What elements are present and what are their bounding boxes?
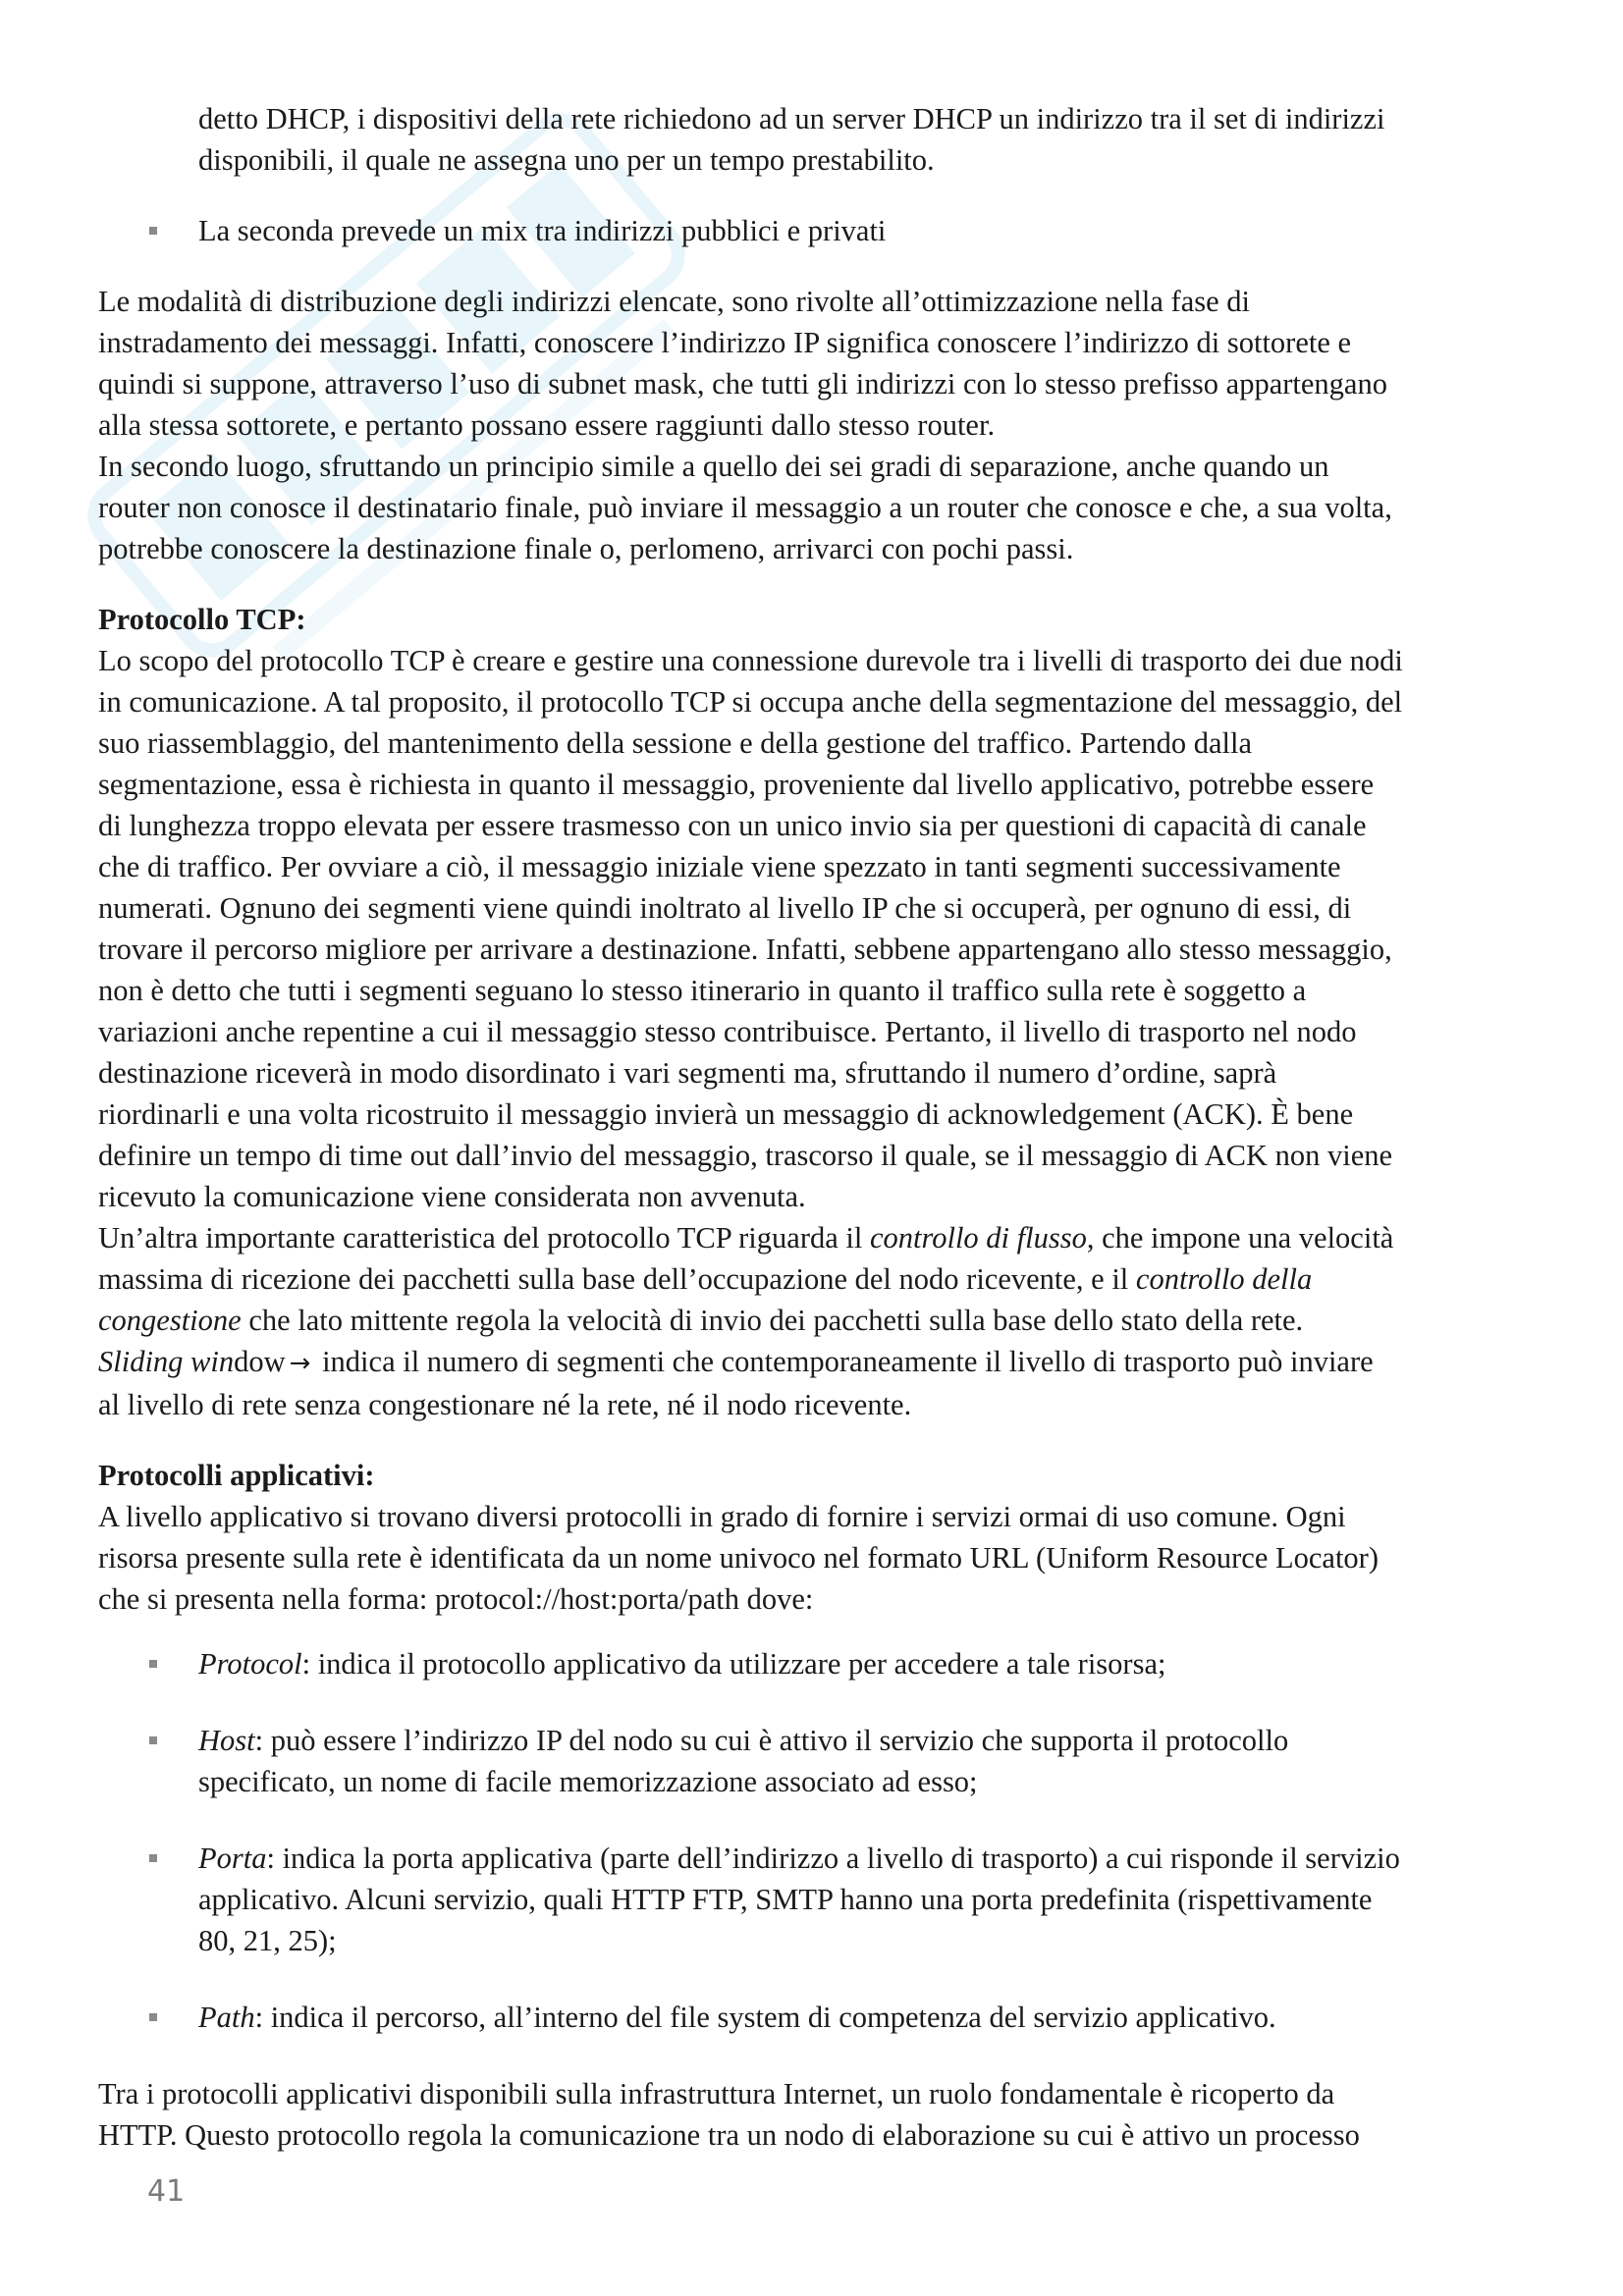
bullet-icon [149,1736,157,1744]
text-line: in comunicazione. A tal proposito, il protocollo TCP si occupa anche della segmentazione del messaggio, del [98,685,1403,719]
list-item-term: Path [198,2001,255,2034]
text-line: detto DHCP, i dispositivi della rete richiedono ad un server DHCP un indirizzo tra il set di indirizzi [198,102,1385,135]
bullet-icon [149,1854,157,1862]
list-item-text: 80, 21, 25); [198,1924,337,1957]
paragraph-flow-control [98,1217,1537,1341]
text-line: alla stessa sottorete, e pertanto possano essere raggiunti dallo stesso router. [98,408,996,442]
text-line: risorsa presente sulla rete è identificata da un nome univoco nel formato URL (Uniform Resource Locator) [98,1541,1379,1575]
list-item-text: La seconda prevede un mix tra indirizzi pubblici e privati [198,214,887,247]
text-span: , che impone una velocità [1086,1221,1394,1255]
text-line: al livello di rete senza congestionare né la rete, né il nodo ricevente. [98,1388,912,1421]
list-item-term: Host [198,1724,255,1757]
list-item-host [98,1720,1537,1802]
text-line: Le modalità di distribuzione degli indirizzi elencate, sono rivolte all’ottimizzazione nella fase di [98,285,1250,318]
text-line: instradamento dei messaggi. Infatti, conoscere l’indirizzo IP significa conoscere l’indirizzo di sottorete e [98,326,1352,359]
text-line: destinazione riceverà in modo disordinato i vari segmenti ma, sfruttando il numero d’ordine, saprà [98,1056,1277,1090]
section-heading-tcp: Protocollo TCP: [98,603,306,636]
text-line: suo riassemblaggio, del mantenimento della sessione e della gestione del traffico. Partendo dalla [98,726,1253,760]
text-line: HTTP. Questo protocollo regola la comunicazione tra un nodo di elaborazione su cui è attivo un processo [98,2118,1360,2152]
page-number: 41 [147,2174,186,2209]
list-item-path [98,1997,1537,2038]
text-line: numerati. Ognuno dei segmenti viene quindi inoltrato al livello IP che si occuperà, per ognuno di essi, di [98,891,1352,925]
text-line: riordinarli e una volta ricostruito il messaggio invierà un messaggio di acknowledgement (ACK). È bene [98,1097,1354,1131]
text-line: trovare il percorso migliore per arrivare a destinazione. Infatti, sebbene appartengano allo stesso messaggio, [98,933,1392,966]
list-item-text: : indica la porta applicativa (parte dell’indirizzo a livello di trasporto) a cui risponde il servizio [266,1842,1400,1875]
paragraph-sliding-window [98,1341,1537,1425]
text-line: definire un tempo di time out dall’invio del messaggio, trascorso il quale, se il messaggio di ACK non viene [98,1139,1393,1172]
text-span: che lato mittente regola la velocità di invio dei pacchetti sulla base dello stato della rete. [241,1304,1304,1337]
text-line: non è detto che tutti i segmenti seguano lo stesso itinerario in quanto il traffico sulla rete è soggetto a [98,974,1307,1007]
list-item-porta [98,1838,1537,1961]
text-line: quindi si suppone, attraverso l’uso di subnet mask, che tutti gli indirizzi con lo stesso prefisso appartengano [98,367,1387,400]
list-item-continuation [98,98,1537,181]
document-page [98,98,1537,2156]
list-item [98,210,1537,251]
paragraph-http [98,2073,1537,2156]
bullet-icon [149,227,157,235]
list-item-term: Porta [198,1842,267,1875]
term-flow-control: controllo di flusso [869,1221,1087,1255]
text-line: di lunghezza troppo elevata per essere trasmesso con un unico invio sia per questioni di capacità di canale [98,809,1367,842]
text-line: segmentazione, essa è richiesta in quanto il messaggio, proveniente dal livello applicativo, potrebbe essere [98,768,1375,801]
bullet-icon [149,2013,157,2021]
list-item-protocol [98,1643,1537,1684]
text-line: che di traffico. Per ovviare a ciò, il messaggio iniziale viene spezzato in tanti segmenti successivamente [98,850,1341,883]
paragraph-applicativi [98,1496,1537,1620]
term-sliding-window: Sliding win [98,1345,235,1378]
list-item-text: : indica il protocollo applicativo da utilizzare per accedere a tale risorsa; [301,1647,1166,1681]
list-item-text: specificato, un nome di facile memorizzazione associato ad esso; [198,1765,978,1798]
bullet-icon [149,1660,157,1668]
text-line: In secondo luogo, sfruttando un principio simile a quello dei sei gradi di separazione, anche quando un [98,450,1329,483]
term-sliding-window-rest: dow [234,1345,286,1378]
text-line: potrebbe conoscere la destinazione finale o, perlomeno, arrivarci con pochi passi. [98,532,1074,565]
text-line: A livello applicativo si trovano diversi protocolli in grado di fornire i servizi ormai di uso comune. Ogni [98,1500,1346,1533]
text-span: indica il numero di segmenti che contemporaneamente il livello di trasporto può inviare [314,1345,1374,1378]
text-line: disponibili, il quale ne assegna uno per un tempo prestabilito. [198,143,935,177]
term-congestion-control-cont: congestione [98,1304,242,1337]
paragraph-tcp [98,640,1537,1217]
arrow-right-icon: → [289,1349,311,1378]
text-span: massima di ricezione dei pacchetti sulla base dell’occupazione del nodo ricevente, e il [98,1262,1136,1296]
text-line: Lo scopo del protocollo TCP è creare e gestire una connessione durevole tra i livelli di trasporto dei due nodi [98,644,1403,677]
text-line: che si presenta nella forma: protocol://host:porta/path dove: [98,1582,814,1616]
section-heading-applicativi: Protocolli applicativi: [98,1459,375,1492]
list-item-text: : può essere l’indirizzo IP del nodo su cui è attivo il servizio che supporta il protocollo [254,1724,1289,1757]
text-line: ricevuto la comunicazione viene considerata non avvenuta. [98,1180,806,1213]
text-line: router non conosce il destinatario finale, può inviare il messaggio a un router che conosce e che, a sua volta, [98,491,1392,524]
term-congestion-control: controllo della [1135,1262,1313,1296]
paragraph-distribution [98,281,1537,569]
text-span: Un’altra importante caratteristica del protocollo TCP riguarda il [98,1221,870,1255]
list-item-text: applicativo. Alcuni servizio, quali HTTP FTP, SMTP hanno una porta predefinita (rispettivamente [198,1883,1373,1916]
list-item-text: : indica il percorso, all’interno del file system di competenza del servizio applicativo. [254,2001,1276,2034]
list-item-term: Protocol [198,1647,302,1681]
text-line: variazioni anche repentine a cui il messaggio stesso contribuisce. Pertanto, il livello di trasporto nel nodo [98,1015,1357,1048]
text-line: Tra i protocolli applicativi disponibili sulla infrastruttura Internet, un ruolo fondamentale è ricoperto da [98,2077,1335,2110]
